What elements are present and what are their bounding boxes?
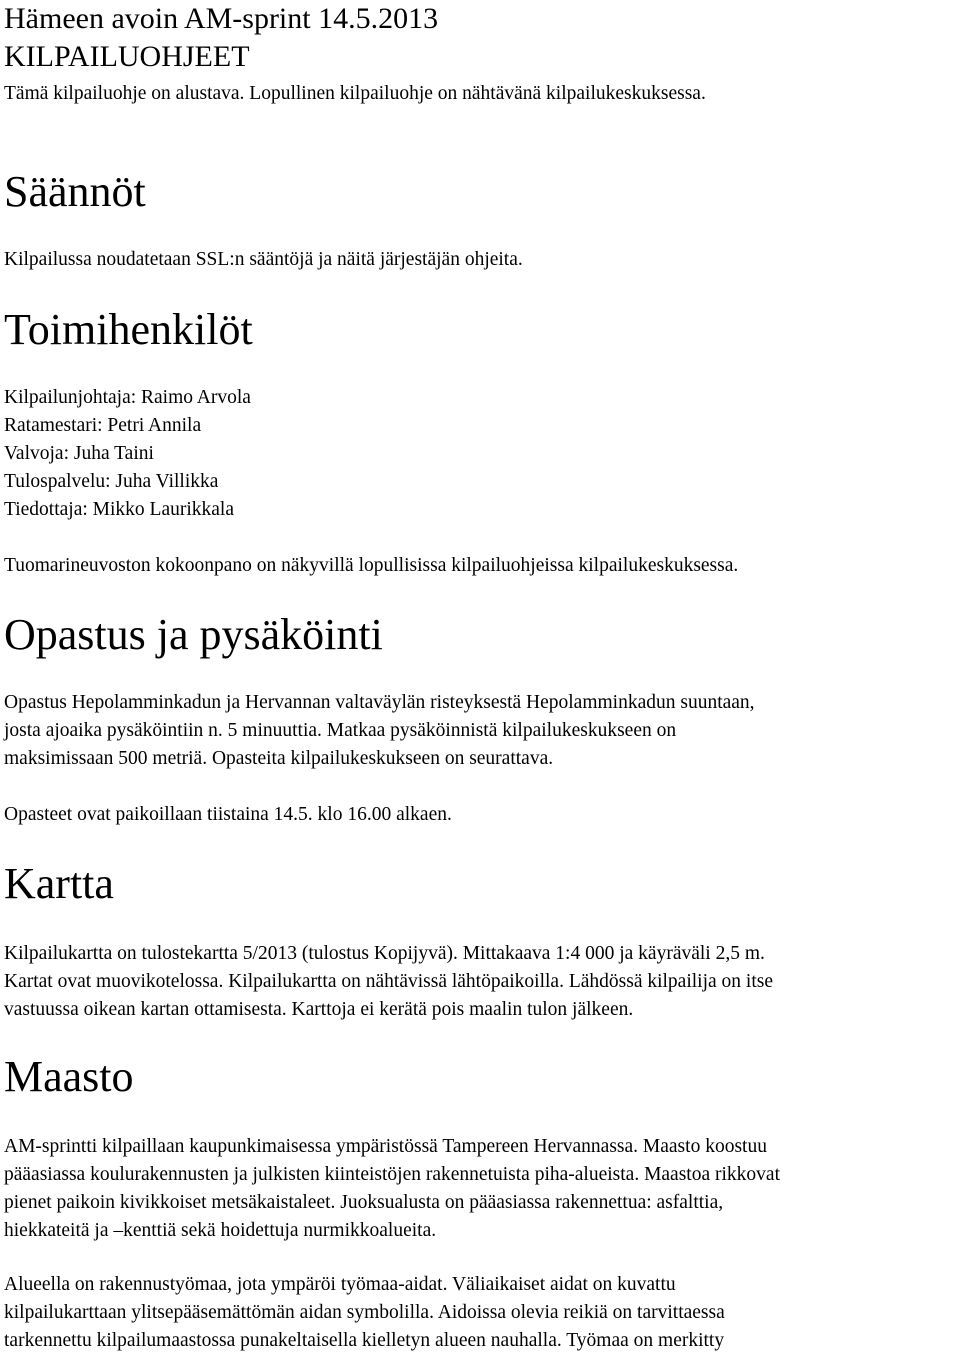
saannot-text: Kilpailussa noudatetaan SSL:n sääntöjä ja näitä järjestäjän ohjeita. — [4, 249, 523, 270]
opastus-line: josta ajoaika pysäköintiin n. 5 minuuttia. Matkaa pysäköinnistä kilpailukeskukseen on — [4, 720, 677, 741]
maasto-line: AM-sprintti kilpaillaan kaupunkimaisessa ympäristössä Tampereen Hervannassa. Maasto koostuu — [4, 1136, 767, 1157]
opastus-line: Opastus Hepolamminkadun ja Hervannan valtaväylän risteyksestä Hepolamminkadun suuntaan, — [4, 692, 755, 713]
jury-note: Tuomarineuvoston kokoonpano on näkyvillä lopullisissa kilpailuohjeissa kilpailukeskuksessa. — [4, 555, 739, 576]
kartta-line: Kilpailukartta on tulostekartta 5/2013 (tulostus Kopijyvä). Mittakaava 1:4 000 ja käyräväli 2,5 m. — [4, 943, 765, 964]
document-title: Hämeen avoin AM-sprint 14.5.2013 — [4, 2, 439, 35]
maasto-line: tarkennettu kilpailumaastossa punakeltaisella kielletyn alueen nauhalla. Työmaa on merkitty — [4, 1330, 725, 1351]
section-heading-toimihenkilot: Toimihenkilöt — [4, 305, 253, 354]
opastus-line: maksimissaan 500 metriä. Opasteita kilpailukeskukseen on seurattava. — [4, 748, 554, 769]
maasto-line: pienet paikoin kivikkoiset metsäkaistaleet. Juoksualusta on pääasiassa rakennettua: asfalttia, — [4, 1192, 724, 1213]
section-heading-opastus: Opastus ja pysäköinti — [4, 610, 383, 659]
kartta-paragraph — [4, 940, 956, 1024]
section-heading-saannot: Säännöt — [4, 167, 146, 216]
officials-list — [4, 384, 956, 524]
official-results: Tulospalvelu: Juha Villikka — [4, 471, 219, 492]
maasto-line: pääasiassa koulurakennusten ja julkisten kiinteistöjen rakennetuista piha-alueista. Maastoa rikkovat — [4, 1164, 780, 1185]
official-course-setter: Ratamestari: Petri Annila — [4, 415, 202, 436]
maasto-line: kilpailukarttaan ylitsepääsemättömän aidan symbolilla. Aidoissa olevia reikiä on tarvittaessa — [4, 1302, 725, 1323]
maasto-line: Alueella on rakennustyömaa, jota ympäröi työmaa-aidat. Väliaikaiset aidat on kuvattu — [4, 1274, 676, 1295]
opastus-schedule: Opasteet ovat paikoillaan tiistaina 14.5. klo 16.00 alkaen. — [4, 804, 452, 825]
maasto-line: hiekkateitä ja –kenttiä sekä hoidettuja nurmikkoalueita. — [4, 1220, 437, 1241]
opastus-paragraph — [4, 689, 956, 773]
official-director: Kilpailunjohtaja: Raimo Arvola — [4, 387, 251, 408]
official-press: Tiedottaja: Mikko Laurikkala — [4, 499, 234, 520]
maasto-paragraph-2 — [4, 1271, 956, 1355]
kartta-line: vastuussa oikean kartan ottamisesta. Karttoja ei kerätä pois maalin tulon jälkeen. — [4, 999, 634, 1020]
section-heading-kartta: Kartta — [4, 859, 114, 908]
official-supervisor: Valvoja: Juha Taini — [4, 443, 154, 464]
document-subtitle: KILPAILUOHJEET — [4, 40, 250, 73]
intro-text: Tämä kilpailuohje on alustava. Lopullinen kilpailuohje on nähtävänä kilpailukeskuksessa. — [4, 83, 706, 104]
section-heading-maasto: Maasto — [4, 1052, 134, 1101]
maasto-paragraph-1 — [4, 1133, 956, 1245]
kartta-line: Kartat ovat muovikotelossa. Kilpailukartta on nähtävissä lähtöpaikoilla. Lähdössä kilpailija on itse — [4, 971, 773, 992]
